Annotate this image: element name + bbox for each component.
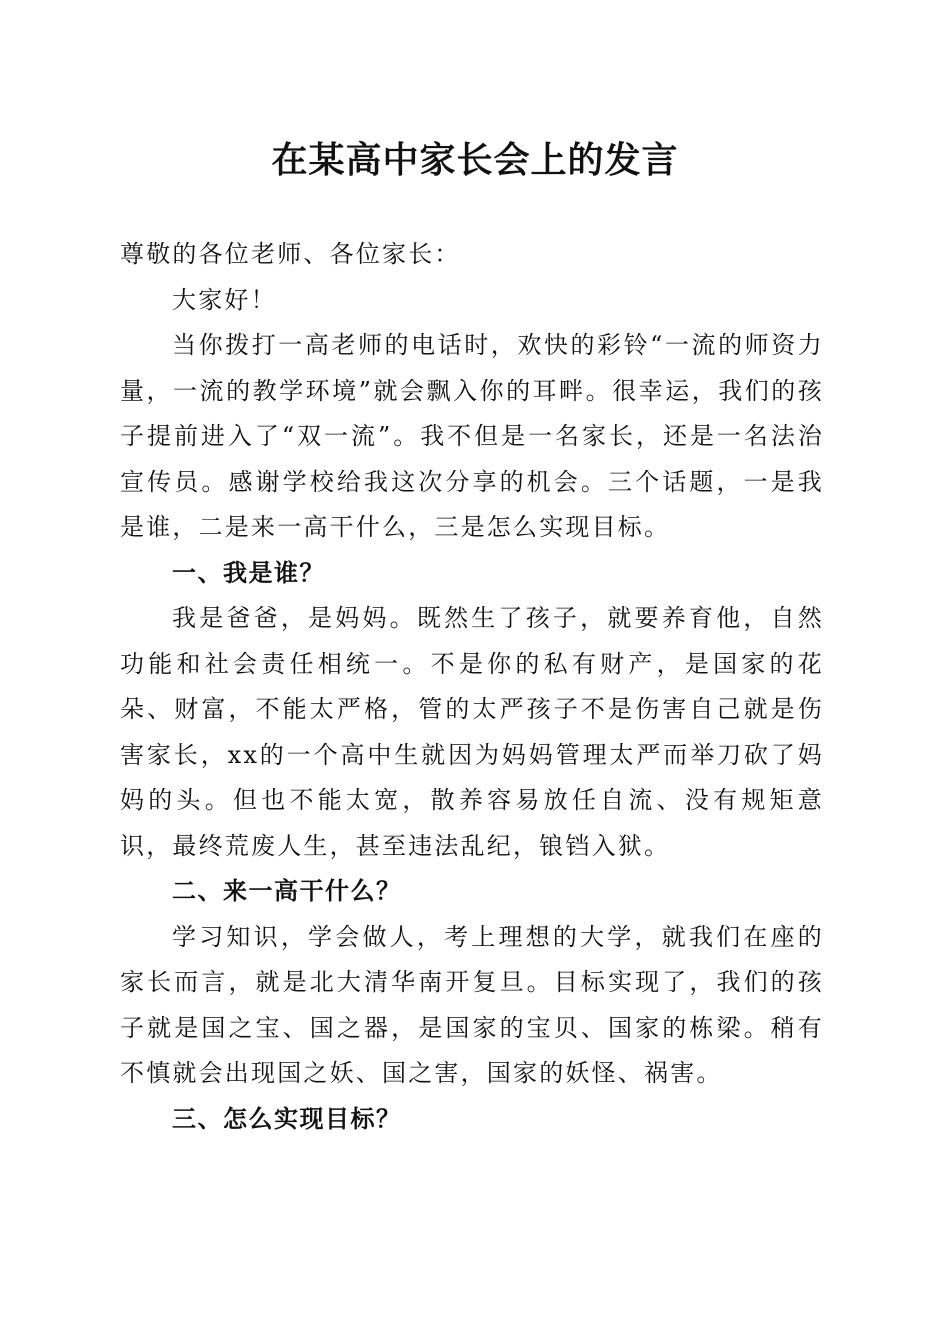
intro-paragraph: 当你拨打一高老师的电话时，欢快的彩铃“一流的师资力量，一流的教学环境”就会飘入你的耳畔。很幸运，我们的孩子提前进入了“双一流”。我不但是一名家长，还是一名法治宣传员。感谢学校给我这次分享的机会。三个话题，一是我是谁，二是来一高干什么，三是怎么实现目标。 xyxy=(120,331,824,541)
section-heading-1: 一、我是谁？ xyxy=(172,558,325,587)
document-title: 在某高中家长会上的发言 xyxy=(271,139,679,181)
section-paragraph-2: 学习知识，学会做人，考上理想的大学，就我们在座的家长而言，就是北大清华南开复旦。目标实现了，我们的孩子就是国之宝、国之器，是国家的宝贝、国家的栋梁。稍有不慎就会出现国之妖、国之害，国家的妖怪、祸害。 xyxy=(120,922,824,1087)
section-paragraph-1: 我是爸爸，是妈妈。既然生了孩子，就要养育他，自然功能和社会责任相统一。不是你的私有财产，是国家的花朵、财富，不能太严格，管的太严孩子不是伤害自己就是伤害家长，xx的一个高中生就因为妈妈管理太严而举刀砍了妈妈的头。但也不能太宽，散养容易放任自流、没有规矩意识，最终荒废人生，甚至违法乱纪，锒铛入狱。 xyxy=(120,604,824,860)
section-heading-3: 三、怎么实现目标？ xyxy=(172,1104,402,1133)
section-heading-2: 二、来一高干什么？ xyxy=(172,877,402,905)
greeting: 大家好！ xyxy=(172,285,277,314)
salutation: 尊敬的各位老师、各位家长： xyxy=(120,240,461,268)
document-body xyxy=(120,232,824,1142)
